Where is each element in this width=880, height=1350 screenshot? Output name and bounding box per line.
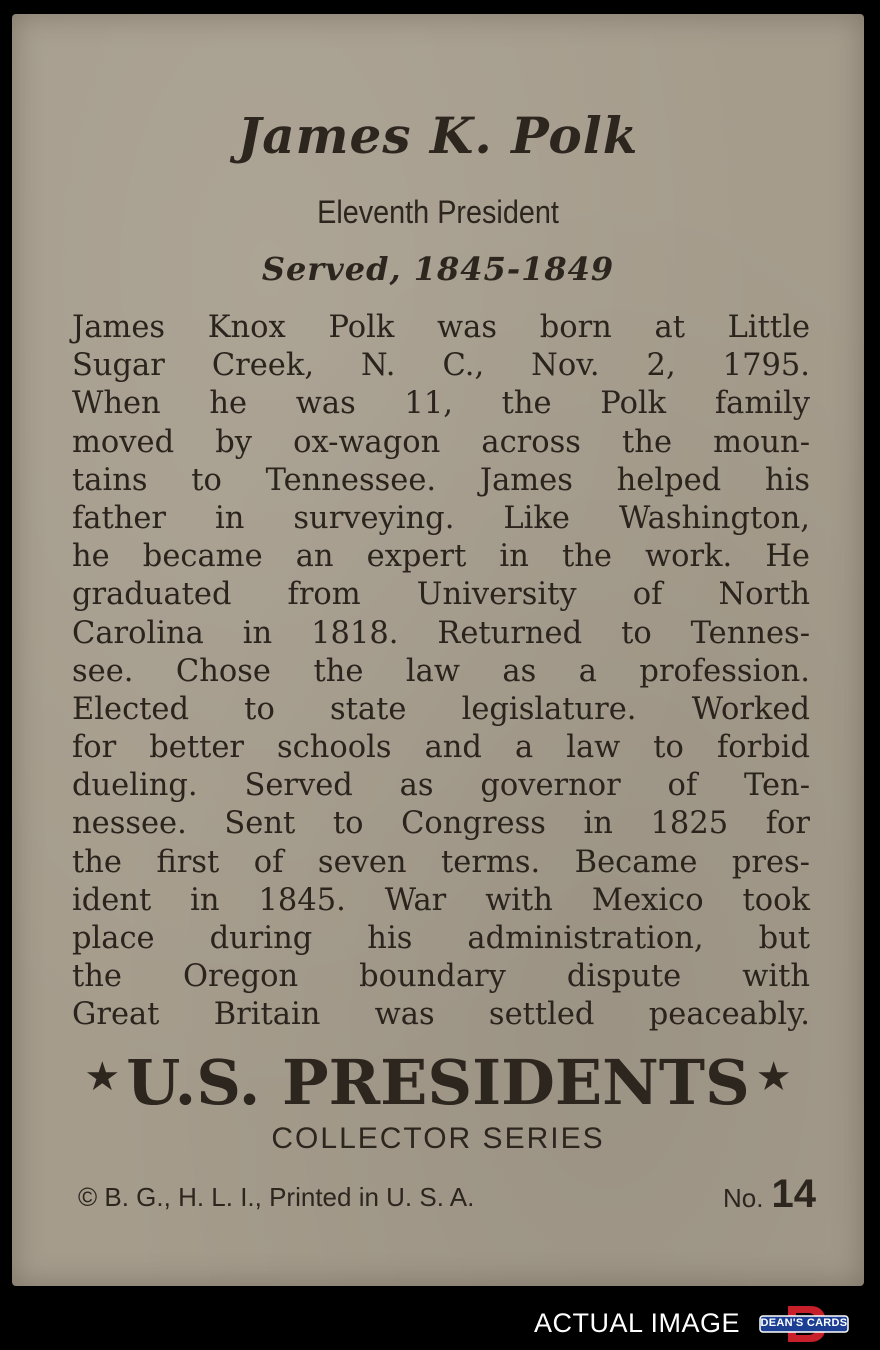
card-number-label: No. — [723, 1183, 764, 1213]
president-name: James K. Polk — [237, 106, 639, 165]
series-title-text: U.S. PRESIDENTS — [126, 1046, 750, 1119]
biography-line: Elected to state legislature. Worked — [72, 691, 810, 727]
card-number-value: 14 — [771, 1172, 816, 1216]
star-icon: ★ — [84, 1054, 121, 1100]
biography-line: ident in 1845. War with Mexico took — [72, 882, 810, 918]
card-number — [723, 1172, 816, 1217]
biography-line: dueling. Served as governor of Ten- — [72, 768, 810, 804]
deans-cards-logo — [758, 1304, 850, 1344]
actual-image-caption: ACTUAL IMAGE — [534, 1308, 741, 1338]
biography-line: James Knox Polk was born at Little — [72, 310, 810, 345]
biography-line: When he was 11, the Polk family — [72, 386, 810, 422]
biography-line: Carolina in 1818. Returned to Tennes- — [72, 615, 810, 651]
biography-line: the first of seven terms. Became pres- — [72, 844, 810, 880]
biography-line: father in surveying. Like Washington, — [72, 500, 810, 536]
biography-line: the Oregon boundary dispute with — [72, 959, 810, 995]
biography-line: for better schools and a law to forbid — [72, 730, 810, 766]
term-served: Served, 1845-1849 — [261, 250, 615, 288]
biography-line: he became an expert in the work. He — [72, 539, 810, 575]
series-subtitle: COLLECTOR SERIES — [271, 1122, 605, 1155]
star-icon: ★ — [755, 1054, 792, 1100]
biography-text — [72, 309, 810, 1035]
biography-line: tains to Tennessee. James helped his — [72, 462, 810, 498]
president-ordinal: Eleventh President — [317, 194, 559, 230]
series-title — [12, 1046, 864, 1119]
biography-line: graduated from University of North — [72, 577, 810, 613]
biography-line: Great Britain was settled peaceably. — [72, 997, 810, 1033]
biography-line: moved by ox-wagon across the moun- — [72, 424, 810, 460]
deans-cards-logo-text: DEAN'S CARDS — [760, 1317, 848, 1329]
biography-line: see. Chose the law as a profession. — [72, 653, 810, 689]
trading-card-back — [12, 14, 864, 1286]
biography-line: place during his administration, but — [72, 921, 810, 956]
biography-line: nessee. Sent to Congress in 1825 for — [72, 806, 810, 842]
biography-line: Sugar Creek, N. C., Nov. 2, 1795. — [72, 348, 810, 384]
copyright-notice: © B. G., H. L. I., Printed in U. S. A. — [78, 1182, 475, 1212]
